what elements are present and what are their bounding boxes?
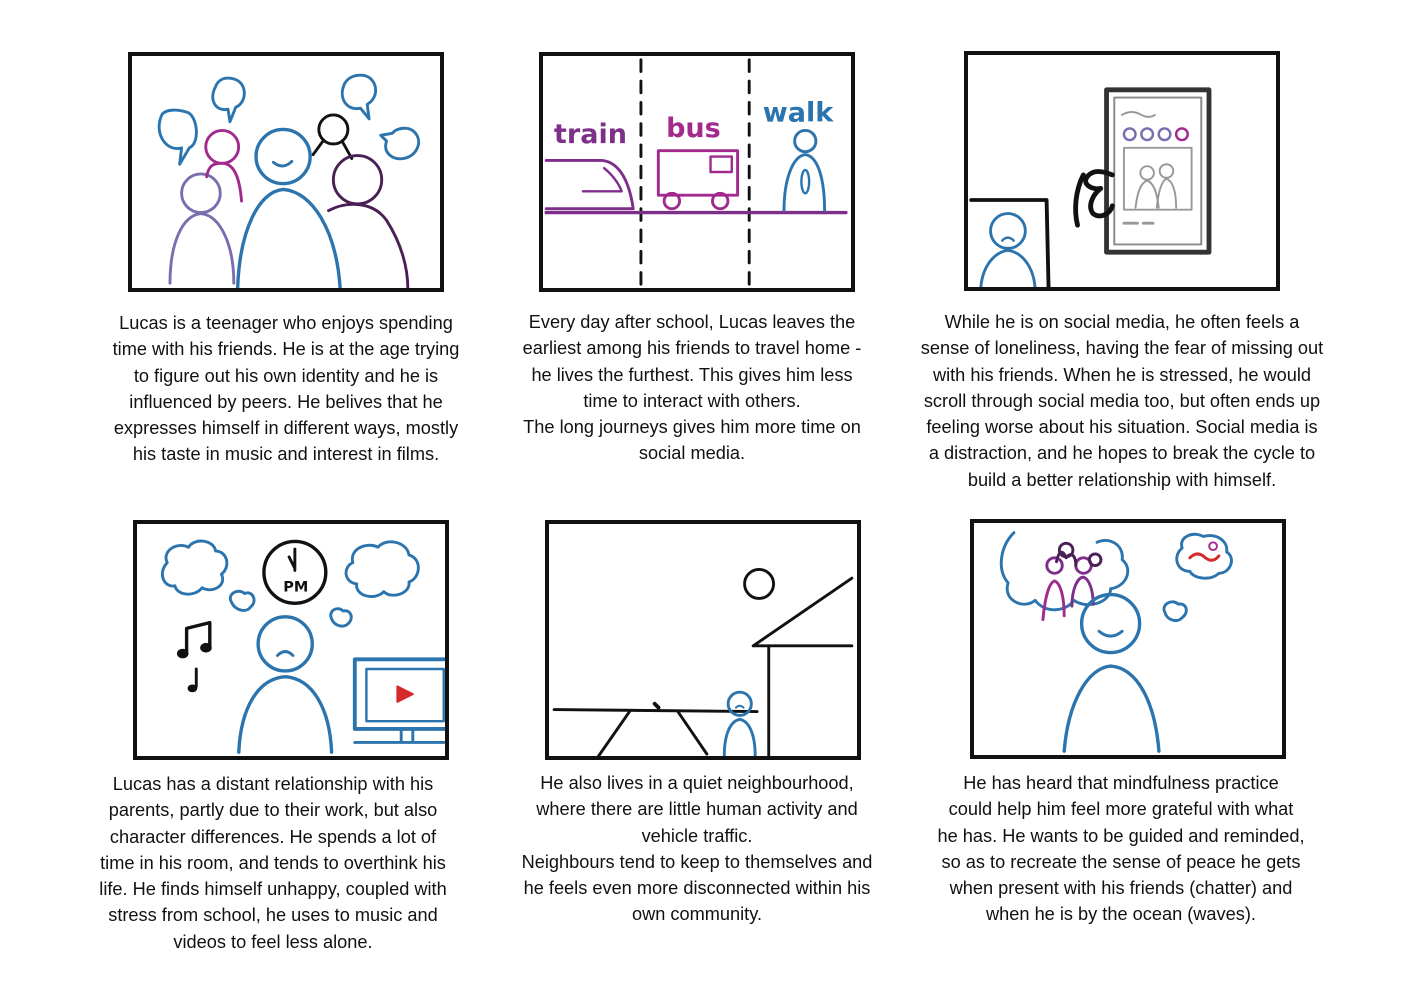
clock-label: PM (283, 579, 309, 596)
panel-2-caption: Every day after school, Lucas leaves the earliest among his friends to travel home - he lives the furthest. This gives him less time to interact with others. The long journeys gives him more time on social media. (522, 312, 862, 464)
train-label: train (553, 119, 627, 150)
panel-6-drawing (970, 519, 1286, 759)
bus-label: bus (666, 113, 721, 145)
panel-4-drawing (133, 520, 449, 760)
mindfulness-scene-illustration (974, 523, 1282, 755)
panel-5-drawing (545, 520, 861, 760)
neighbourhood-scene-illustration (549, 524, 857, 756)
panel-4-caption: Lucas has a distant relationship with his parents, partly due to their work, but also character differences. He spends a lot of time in his room, and tends to overthink his life. He finds himself unhappy, coupled with stress from school, he uses to music and videos to feel less alone. (99, 774, 447, 952)
panel-1-drawing (128, 52, 444, 292)
commute-scene-illustration (543, 56, 851, 288)
social-media-scene-illustration (968, 55, 1276, 287)
panel-5-caption: He also lives in a quiet neighbourhood, where there are little human activity and vehicle traffic. Neighbours tend to keep to themselves and he feels even more disconnected within his own community. (521, 773, 873, 925)
panel-3-caption: While he is on social media, he often feels a sense of loneliness, having the fear of missing out with his friends. When he is stressed, he would scroll through social media too, but often ends up feeling worse about his situation. Social media is a distraction, and he hopes to break the cycle to build a better relationship with himself. (920, 312, 1324, 490)
panel-3-drawing (964, 51, 1280, 291)
panel-6-caption: He has heard that mindfulness practice could help him feel more grateful with what he has. He wants to be guided and reminded, so as to recreate the sense of peace he gets when present with his friends (chatter) and when he is by the ocean (waves). (937, 773, 1305, 925)
walk-label: walk (762, 97, 834, 129)
room-scene-illustration (137, 524, 445, 756)
friends-scene-illustration (132, 56, 440, 288)
panel-1-caption: Lucas is a teenager who enjoys spending time with his friends. He is at the age trying to figure out his own identity and he is influenced by peers. He belives that he expresses himself in different ways, mostly his taste in music and interest in films. (112, 313, 460, 465)
panel-2-drawing (539, 52, 855, 292)
